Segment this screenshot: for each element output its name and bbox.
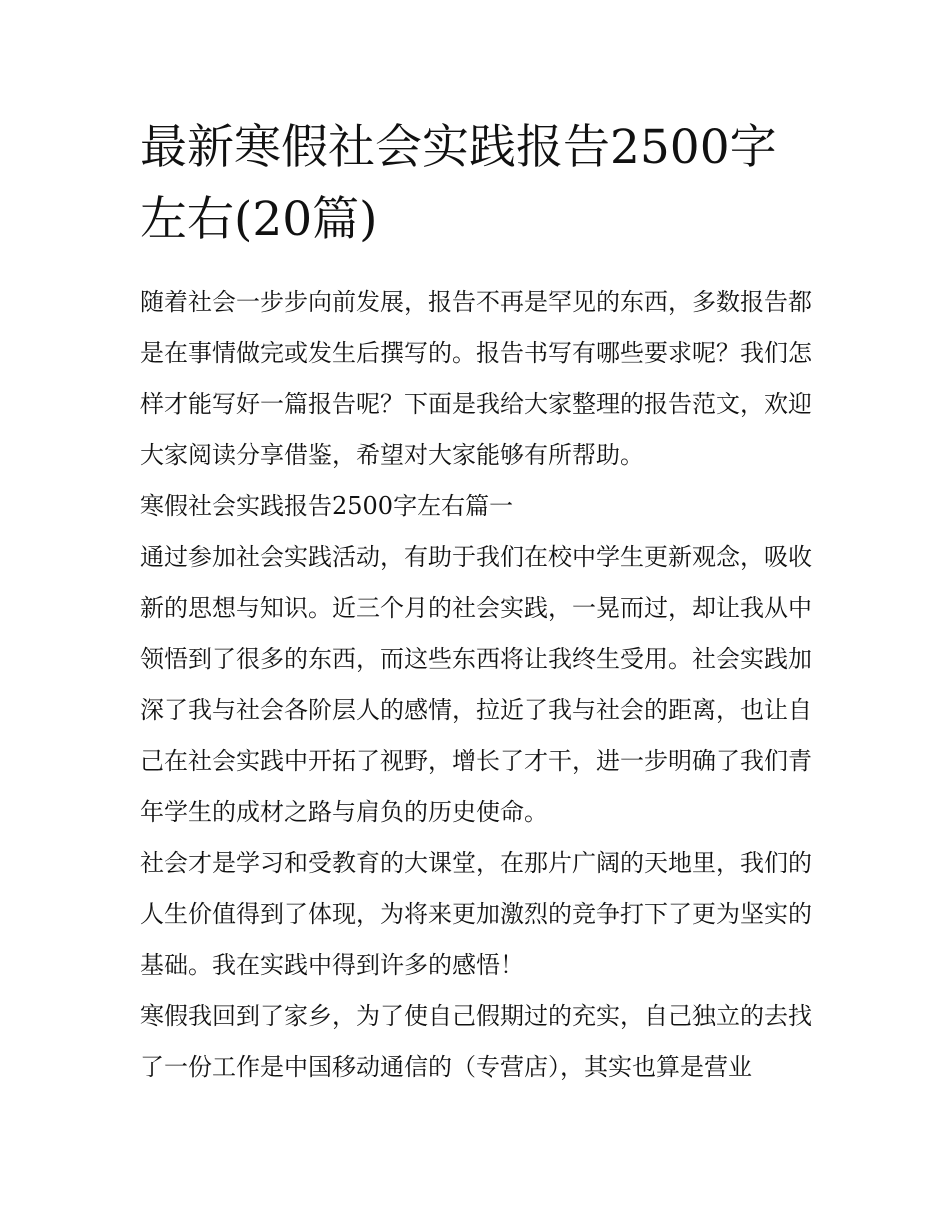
section-heading: 寒假社会实践报告2500字左右篇一 xyxy=(140,492,514,520)
title-line-2: 左右(20篇) xyxy=(140,192,378,247)
document-page xyxy=(140,112,812,1093)
body-paragraph: 寒假我回到了家乡，为了使自己假期过的充实，自己独立的去找了一份工作是中国移动通信的（专营店），其实也算是营业 xyxy=(140,1002,812,1081)
body-paragraph: 社会才是学习和受教育的大课堂，在那片广阔的天地里，我们的人生价值得到了体现，为将来更加激烈的竞争打下了更为坚实的基础。我在实践中得到许多的感悟！ xyxy=(140,849,812,979)
title-line-1: 最新寒假社会实践报告2500字 xyxy=(140,120,777,175)
document-title xyxy=(140,112,812,256)
body-paragraph: 通过参加社会实践活动，有助于我们在校中学生更新观念，吸收新的思想与知识。近三个月的社会实践，一晃而过，却让我从中领悟到了很多的东西，而这些东西将让我终生受用。社会实践加深了我与社会各阶层人的感情，拉近了我与社会的距离，也让自己在社会实践中开拓了视野，增长了才干，进一步明确了我们青年学生的成材之路与肩负的历史使命。 xyxy=(140,543,812,826)
document-body xyxy=(140,277,812,1093)
intro-paragraph: 随着社会一步步向前发展，报告不再是罕见的东西，多数报告都是在事情做完或发生后撰写的。报告书写有哪些要求呢？我们怎样才能写好一篇报告呢？下面是我给大家整理的报告范文，欢迎大家阅读分享借鉴，希望对大家能够有所帮助。 xyxy=(140,288,812,469)
